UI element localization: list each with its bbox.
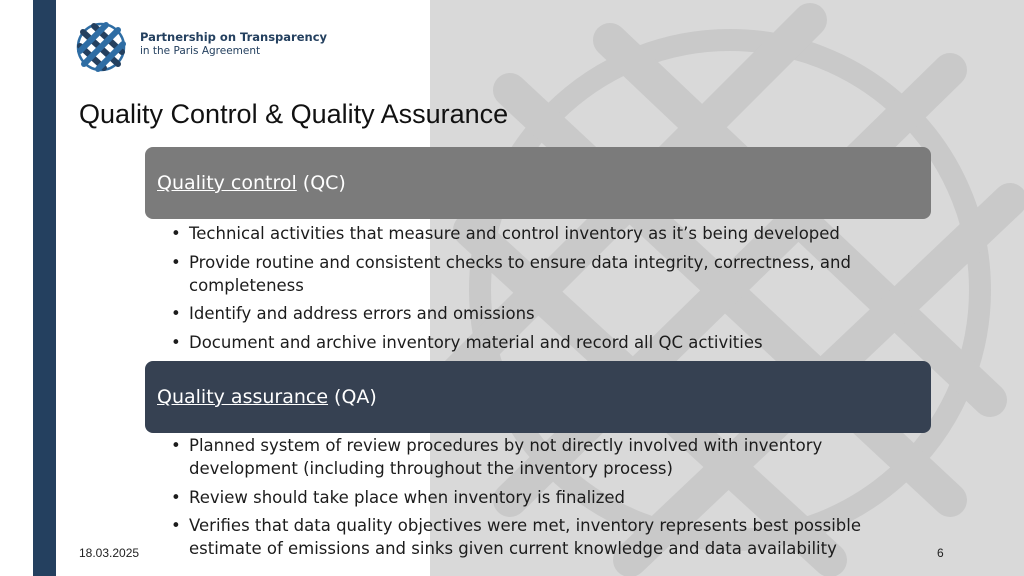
list-item: • Identify and address errors and omissions <box>171 302 911 325</box>
qc-bullet-list <box>171 222 911 359</box>
logo-line-2: in the Paris Agreement <box>140 45 261 57</box>
qa-abbreviation: (QA) <box>334 386 377 408</box>
organization-logo <box>74 20 328 74</box>
globe-mesh-logo-icon <box>74 20 128 74</box>
footer-date: 18.03.2025 <box>79 546 140 560</box>
list-item: • Document and archive inventory material and record all QC activities <box>171 331 911 354</box>
qa-bullet-list <box>171 434 911 566</box>
qc-section-header <box>145 147 931 219</box>
list-item: • Planned system of review procedures by not directly involved with inventory development (including throughout the inventory process) <box>171 434 911 480</box>
qc-abbreviation: (QC) <box>302 172 346 194</box>
list-item: • Verifies that data quality objectives were met, inventory represents best possible estimate of emissions and sinks given current knowledge and data availability <box>171 514 911 560</box>
page-number: 6 <box>937 546 944 560</box>
logo-line-1: Partnership on Transparency <box>140 30 328 44</box>
qa-section-header <box>145 361 931 433</box>
list-item: • Technical activities that measure and control inventory as it’s being developed <box>171 222 911 245</box>
quality-control-link[interactable]: Quality control <box>157 172 297 194</box>
list-item: • Provide routine and consistent checks to ensure data integrity, correctness, and completeness <box>171 251 911 297</box>
list-item: • Review should take place when inventory is finalized <box>171 486 911 509</box>
quality-assurance-link[interactable]: Quality assurance <box>157 386 329 408</box>
left-accent-bar <box>33 0 56 576</box>
logo-text <box>140 30 327 58</box>
slide-title: Quality Control & Quality Assurance <box>79 99 509 129</box>
